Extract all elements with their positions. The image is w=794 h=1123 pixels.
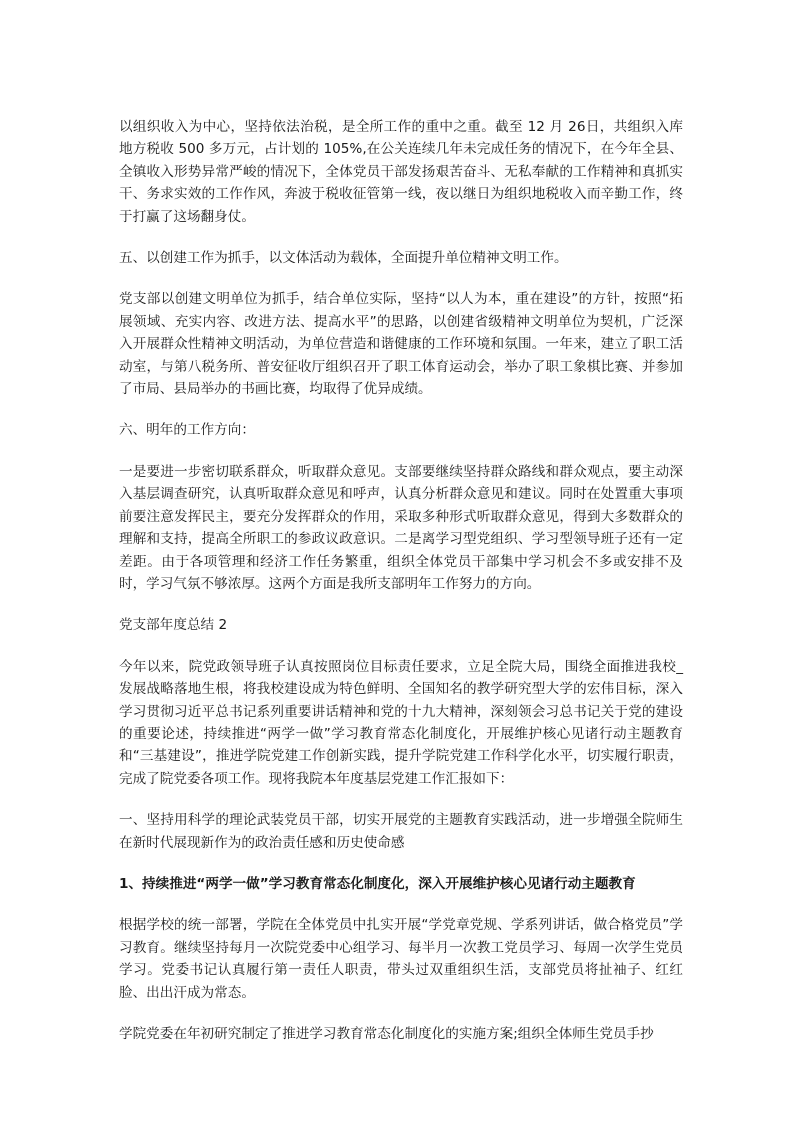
paragraph-next-year: 一是要进一步密切联系群众，听取群众意见。支部要继续坚持群众路线和群众观点，要主动深入基层调查研究，认真听取群众意见和呼声，认真分析群众意见和建议。同时在处置重大事项前要注意发挥民主，要充分发挥群众的作用，采取多种形式听取群众意见，得到大多数群众的理解和支持，提高全所职工的参政议政意识。二是离学习型党组织、学习型领导班子还有一定差距。由于各项管理和经济工作任务繁重，组织全体党员干部集中学习机会不多或安排不及时，学习气氛不够浓厚。这两个方面是我所支部明年工作努力的方向。: [119, 463, 683, 592]
paragraph-study-education: 根据学校的统一部署，学院在全体党员中扎实开展“学党章党规、学系列讲话，做合格党员”学习教育。继续坚持每月一次院党委中心组学习、每半月一次教工党员学习、每周一次学生党员学习。党委书记认真履行第一责任人职责，带头过双重组织生活，支部党员将扯袖子、红红脸、出出汗成为常态。: [119, 917, 683, 1001]
document-body: [119, 116, 683, 1064]
paragraph-tax-revenue: 以组织收入为中心，坚持依法治税，是全所工作的重中之重。截至 12 月 26日，共组织入库地方税收 500 多万元，占计划的 105%,在公关连续几年未完成任务的情况下，在今年全县、全镇收入形势异常严峻的情况下，全体党员干部发扬艰苦奋斗、无私奉献的工作精神和真抓实干、务求实效的工作作风，奔波于税收征管第一线，夜以继日为组织地税收入而辛勤工作，终于打赢了这场翻身仗。: [119, 119, 683, 225]
summary-title-2: 党支部年度总结 2: [119, 617, 228, 634]
section-heading-five: 五、以创建工作为抓手，以文体活动为载体，全面提升单位精神文明工作。: [119, 250, 568, 267]
paragraph-party-committee: 学院党委在年初研究制定了推进学习教育常态化制度化的实施方案;组织全体师生党员手抄: [119, 1026, 654, 1042]
subsection-heading-1: 1、持续推进“两学一做”学习教育常态化制度化，深入开展维护核心见诸行动主题教育: [119, 875, 636, 892]
paragraph-intro: 今年以来，院党政领导班子认真按照岗位目标责任要求，立足全院大局，围绕全面推进我校_发展战略落地生根，将我校建设成为特色鲜明、全国知名的教学研究型大学的宏伟目标，深入学习贯彻习近平总书记系列重要讲话精神和党的十九大精神，深刻领会习总书记关于党的建设的重要论述，持续推进“两学一做”学习教育常态化制度化，开展维护核心见诸行动主题教育和“三基建设”，推进学院党建工作创新实践，提升学院党建工作科学化水平，切实履行职责，完成了院党委各项工作。现将我院本年度基层党建工作汇报如下：: [119, 658, 683, 787]
section-heading-one: 一、坚持用科学的理论武装党员干部，切实开展党的主题教育实践活动，进一步增强全院师生在新时代展现新作为的政治责任感和历史使命感: [119, 812, 683, 851]
paragraph-civilization: 党支部以创建文明单位为抓手，结合单位实际，坚持“以人为本，重在建设”的方针，按照“拓展领域、充实内容、改进方法、提高水平”的思路，以创建省级精神文明单位为契机，广泛深入开展群众性精神文明活动，为单位营造和谐健康的工作环境和氛围。一年来，建立了职工活动室，与第八税务所、普安征收厅组织召开了职工体育运动会，举办了职工象棋比赛、并参加了市局、县局举办的书画比赛，均取得了优异成绩。: [119, 291, 683, 398]
section-heading-six: 六、明年的工作方向：: [119, 422, 255, 439]
